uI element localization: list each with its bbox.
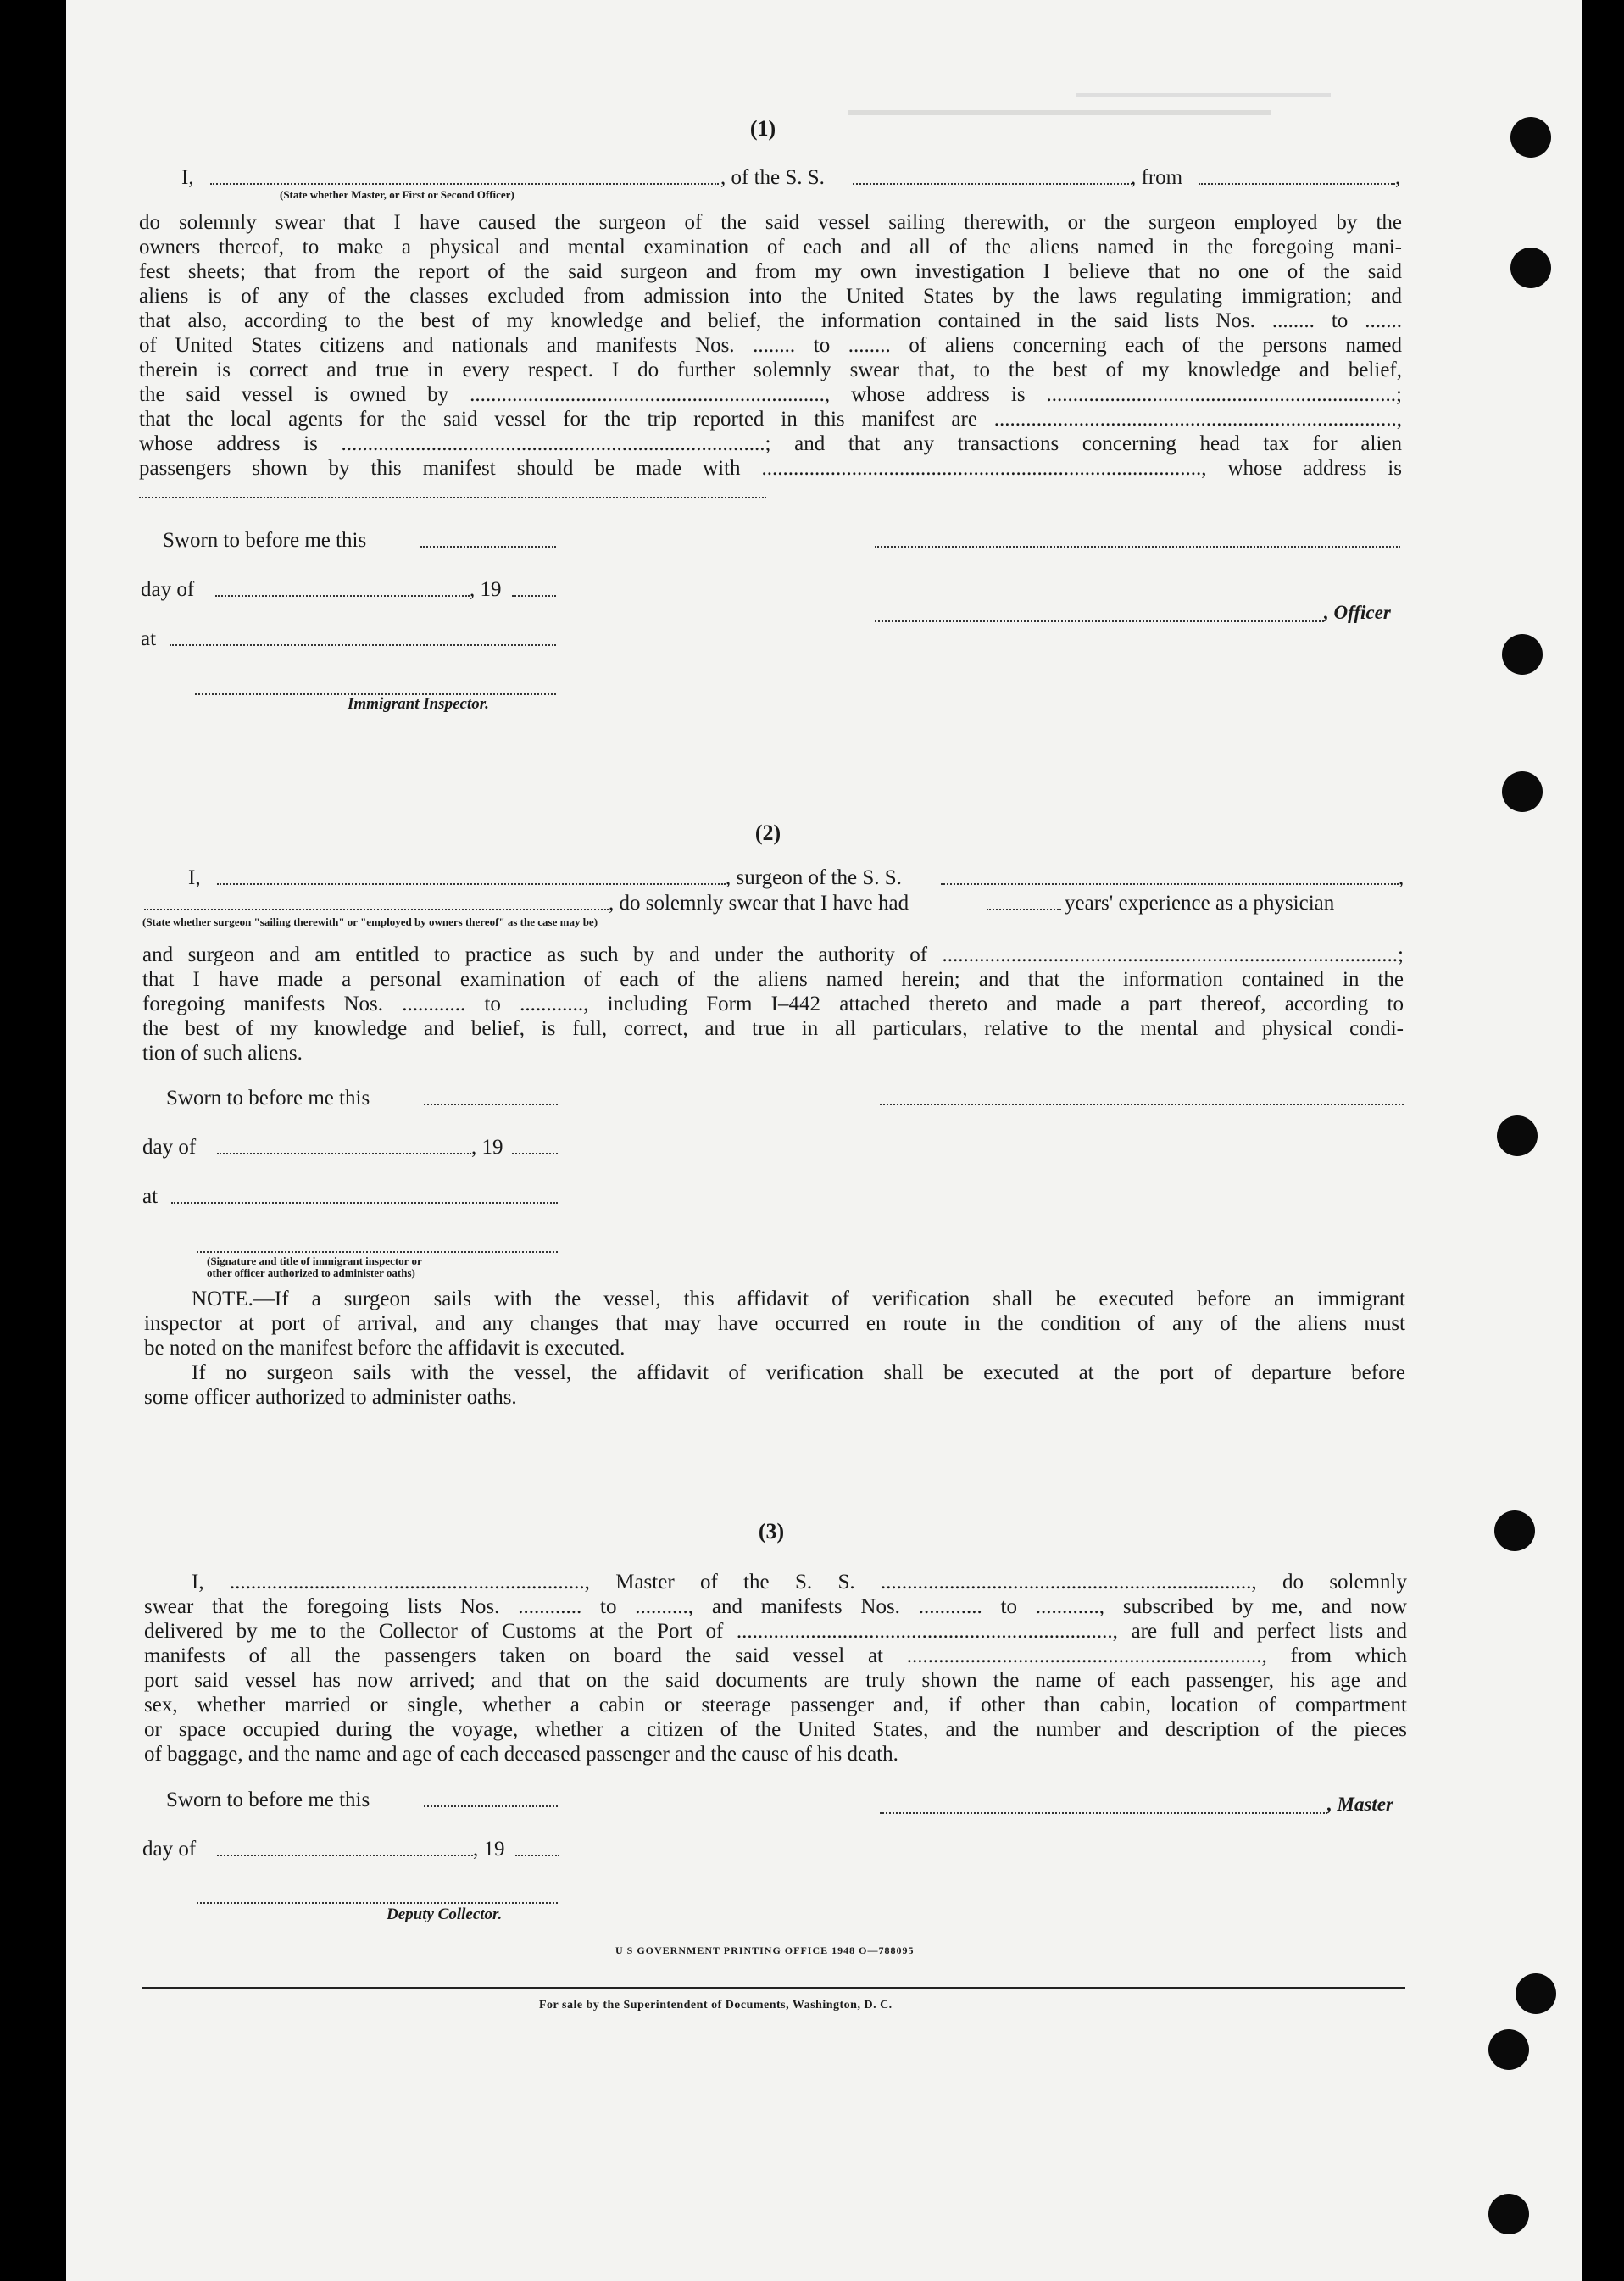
vessel-name-field[interactable]: [853, 181, 1132, 185]
master-label: , Master: [1327, 1794, 1393, 1815]
section-1-number: (1): [749, 116, 776, 141]
footer-rule: [142, 1987, 1405, 1989]
body-line: and surgeon and am entitled to practice as such by and under the authority of ......................................................................................;: [142, 943, 1404, 966]
day-of-label: day of: [142, 1136, 197, 1159]
sworn-label: Sworn to before me this: [166, 1087, 370, 1110]
year-label: , 19: [470, 578, 502, 601]
surgeon-status-caption: (State whether surgeon "sailing therewith" or "employed by owners thereof" as the case may be): [142, 915, 598, 928]
body-line: owners thereof, to make a physical and mental examination of each and all of the aliens named in the foregoing mani-: [139, 236, 1402, 259]
signature-caption: other officer authorized to administer oaths): [207, 1266, 415, 1279]
sworn-label: Sworn to before me this: [166, 1789, 370, 1811]
body-line: aliens is of any of the classes excluded from admission into the United States by the laws regulating immigration; and: [139, 285, 1402, 308]
for-sale-line: For sale by the Superintendent of Documents, Washington, D. C.: [539, 1999, 893, 2011]
surgeon-status-field[interactable]: [144, 907, 609, 910]
punch-hole: [1502, 771, 1543, 812]
sworn-date-field[interactable]: [424, 1102, 558, 1105]
section-1-body: [139, 210, 1402, 481]
deputy-collector-label: Deputy Collector.: [387, 1905, 503, 1923]
witness-signature-field[interactable]: [197, 1249, 558, 1253]
punch-hole: [1510, 117, 1551, 158]
at-place-field[interactable]: [171, 1200, 558, 1204]
day-field[interactable]: [217, 1151, 471, 1154]
section-2-I-label: I,: [188, 866, 201, 889]
sworn-date-field[interactable]: [420, 544, 556, 548]
year-field[interactable]: [512, 593, 556, 597]
line-end-comma: ,: [1395, 166, 1401, 189]
officer-rank-field[interactable]: [210, 181, 719, 185]
from-label: , from: [1131, 166, 1183, 189]
officer-rank-caption: (State whether Master, or First or Second Officer): [280, 188, 514, 201]
from-port-field[interactable]: [1199, 181, 1395, 185]
master-signature-field[interactable]: [880, 1811, 1327, 1814]
body-line: I, ..................................................................., Master of the S. S. ......................................................................, do solemnly: [192, 1571, 1407, 1594]
body-line: foregoing manifests Nos. ............ to ............, including Form I–442 attached thereto and made a part thereof, according to: [142, 993, 1404, 1015]
bleed-through-mark: [1076, 93, 1331, 105]
note-line: NOTE.—If a surgeon sails with the vessel, this affidavit of verification shall be executed before an immigrant: [192, 1288, 1405, 1310]
body-line: do solemnly swear that I have caused the surgeon of the said vessel sailing therewith, or the surgeon employed by the: [139, 211, 1402, 234]
body-line: fest sheets; that from the report of the said surgeon and from my own investigation I believe that no one of the said: [139, 260, 1402, 283]
punch-hole: [1488, 2194, 1529, 2234]
year-field[interactable]: [515, 1853, 559, 1856]
body-line: that also, according to the best of my knowledge and belief, the information contained in the said lists Nos. ........ to .......: [139, 309, 1402, 332]
punch-hole: [1488, 2029, 1529, 2070]
body-line: sex, whether married or single, whether a cabin or steerage passenger and, if other than cabin, location of compartment: [144, 1694, 1407, 1716]
years-field[interactable]: [987, 907, 1061, 910]
note-line: inspector at port of arrival, and any changes that may have occurred en route in the condition of any of the aliens must: [144, 1312, 1405, 1335]
body-line: therein is correct and true in every respect. I do further solemnly swear that, to the best of my knowledge and belief,: [139, 359, 1402, 381]
year-field[interactable]: [512, 1151, 558, 1154]
at-label: at: [141, 627, 157, 650]
section-3-number: (3): [758, 1519, 785, 1544]
section-3-body: [144, 1570, 1407, 1766]
section-2-body: [142, 943, 1404, 1065]
punch-hole: [1497, 1115, 1538, 1156]
punch-hole: [1516, 1973, 1556, 2014]
officer-title-field[interactable]: [875, 619, 1324, 622]
body-line: of United States citizens and nationals and manifests Nos. ........ to ........ of aliens concerning each of the persons named: [139, 334, 1402, 357]
signature-caption: (Signature and title of immigrant inspector or: [207, 1255, 422, 1267]
body-line: whose address is ................................................................................; and that any transactions concerning head tax for alien: [139, 432, 1402, 455]
section-1-I-label: I,: [181, 166, 194, 189]
body-line: delivered by me to the Collector of Customs at the Port of ......................................................................., are full and perfect lists and: [144, 1620, 1407, 1643]
at-place-field[interactable]: [170, 643, 556, 646]
surgeon-vessel-field[interactable]: [941, 882, 1399, 885]
year-label: , 19: [471, 1136, 503, 1159]
printing-office-line: U S GOVERNMENT PRINTING OFFICE 1948 O—788095: [615, 1944, 915, 1956]
punch-hole: [1510, 248, 1551, 288]
day-field[interactable]: [215, 593, 470, 597]
swear-experience-label: , do solemnly swear that I have had: [609, 892, 909, 915]
of-ss-label: , of the S. S.: [720, 166, 825, 189]
body-line: manifests of all the passengers taken on board the said vessel at ..................................................................., from which: [144, 1644, 1407, 1667]
body-line: that the local agents for the said vessel for the trip reported in this manifest are ............................................................................,: [139, 408, 1402, 431]
immigrant-inspector-label: Immigrant Inspector.: [348, 695, 489, 713]
surgeon-of-ss-label: , surgeon of the S. S.: [726, 866, 902, 889]
at-label: at: [142, 1185, 159, 1208]
body-line: passengers shown by this manifest should be made with ..................................................................................., whose address is: [139, 457, 1402, 480]
punch-hole: [1494, 1510, 1535, 1551]
officer-label: , Officer: [1324, 602, 1391, 623]
day-of-label: day of: [141, 578, 195, 601]
section-2-number: (2): [754, 821, 781, 845]
surgeon-signature-field[interactable]: [880, 1102, 1404, 1105]
tax-address-field[interactable]: [139, 495, 766, 498]
punch-hole: [1502, 634, 1543, 675]
body-line: that I have made a personal examination of each of the aliens named herein; and that the information contained in the: [142, 968, 1404, 991]
note-line: some officer authorized to administer oaths.: [144, 1386, 517, 1409]
note-line: be noted on the manifest before the affidavit is executed.: [144, 1337, 626, 1360]
day-field[interactable]: [217, 1853, 473, 1856]
body-line: of baggage, and the name and age of each deceased passenger and the cause of his death.: [144, 1743, 898, 1766]
bleed-through-mark: [848, 110, 1271, 132]
body-line: or space occupied during the voyage, whether a citizen of the United States, and the number and description of the pieces: [144, 1718, 1407, 1741]
body-line: the best of my knowledge and belief, is full, correct, and true in all particulars, relative to the mental and physical condi-: [142, 1017, 1404, 1040]
body-line: port said vessel has now arrived; and that on the said documents are truly shown the name of each passenger, his age and: [144, 1669, 1407, 1692]
note-line: If no surgeon sails with the vessel, the affidavit of verification shall be executed at the port of departure before: [192, 1361, 1405, 1384]
sworn-label: Sworn to before me this: [163, 529, 367, 552]
sworn-date-field[interactable]: [424, 1804, 558, 1807]
year-label: , 19: [473, 1838, 505, 1861]
surgeon-note: [144, 1287, 1405, 1410]
body-line: the said vessel is owned by ..................................................................., whose address is ..................................................................;: [139, 383, 1402, 406]
years-experience-label: years' experience as a physician: [1065, 892, 1335, 915]
day-of-label: day of: [142, 1838, 197, 1861]
body-line: tion of such aliens.: [142, 1042, 303, 1065]
body-line: swear that the foregoing lists Nos. ............ to .........., and manifests Nos. ............ to ............, subscribed by me, and now: [144, 1595, 1407, 1618]
collector-signature-field[interactable]: [197, 1900, 558, 1904]
surgeon-name-field[interactable]: [217, 882, 726, 885]
officer-signature-field[interactable]: [875, 544, 1400, 548]
line-end-comma: ,: [1399, 866, 1404, 889]
